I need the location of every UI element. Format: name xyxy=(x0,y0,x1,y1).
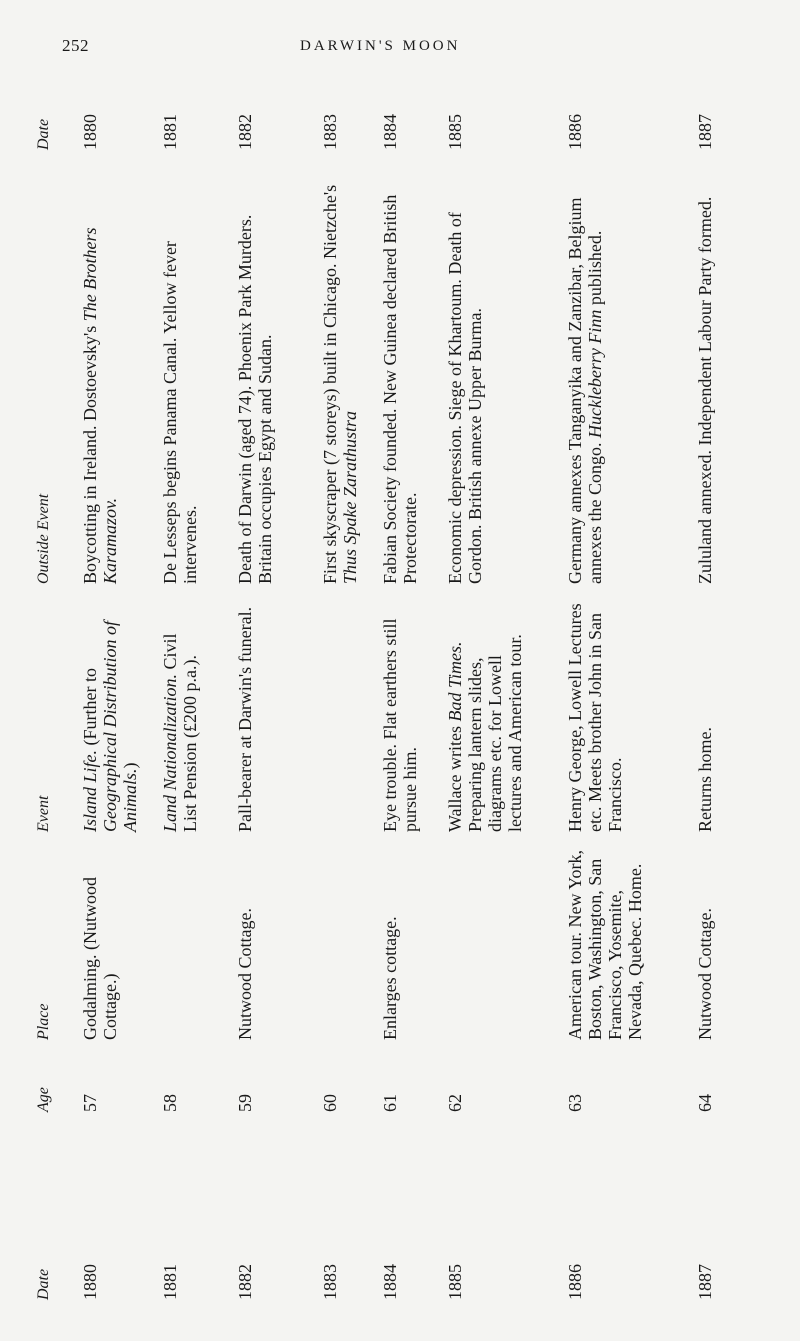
row-outside-event xyxy=(695,180,715,584)
row-place: Enlarges cottage. xyxy=(380,916,400,1040)
row-date: 1881 xyxy=(160,1264,180,1300)
row-date: 1883 xyxy=(320,1264,340,1300)
header-age: Age xyxy=(35,1087,52,1112)
row-outside-event xyxy=(160,180,200,584)
row-outside-event xyxy=(80,180,120,584)
row-date-right: 1887 xyxy=(695,114,715,150)
row-date-right: 1886 xyxy=(565,114,585,150)
row-event xyxy=(565,602,625,832)
outside-text: Boycotting in Ireland. Dostoevsky's xyxy=(80,321,100,584)
event-text: Henry George, Lowell Lectures etc. Meets brother John in San Francisco. xyxy=(565,603,625,832)
outside-title: Huckleberry Finn xyxy=(585,309,605,439)
row-outside-event xyxy=(380,180,420,584)
event-text: Returns home. xyxy=(695,727,715,832)
row-outside-event xyxy=(565,180,605,584)
header-outside-event: Outside Event xyxy=(35,493,52,584)
row-age: 60 xyxy=(320,1094,340,1112)
row-outside-event xyxy=(235,180,275,584)
outside-text: Zululand annexed. Independent Labour Party formed. xyxy=(695,196,715,584)
row-outside-event xyxy=(445,180,485,584)
row-event xyxy=(695,602,715,832)
chronology-table xyxy=(30,50,770,1300)
row-date: 1886 xyxy=(565,1264,585,1300)
row-age: 63 xyxy=(565,1094,585,1112)
row-date-right: 1885 xyxy=(445,114,465,150)
row-age: 64 xyxy=(695,1094,715,1112)
outside-title: The Brothers Karamazov. xyxy=(80,227,120,584)
row-date: 1882 xyxy=(235,1264,255,1300)
row-date: 1887 xyxy=(695,1264,715,1300)
event-tail: ) xyxy=(120,762,140,769)
outside-text: First skyscraper (7 storeys) built in Chicago. Nietzche's xyxy=(320,184,340,584)
row-age: 62 xyxy=(445,1094,465,1112)
header-date-right: Date xyxy=(35,118,52,150)
row-outside-event xyxy=(320,180,360,584)
row-date-right: 1882 xyxy=(235,114,255,150)
header-place: Place xyxy=(35,1003,52,1040)
row-age: 61 xyxy=(380,1094,400,1112)
event-title-2: Geographical Distribution of Animals. xyxy=(100,621,140,832)
row-event xyxy=(160,602,200,832)
row-date-right: 1884 xyxy=(380,114,400,150)
event-text: Eye trouble. Flat earthers still pursue him. xyxy=(380,618,420,832)
outside-title: Thus Spake Zarathustra xyxy=(340,410,360,584)
outside-tail: published. xyxy=(585,230,605,310)
header-date: Date xyxy=(35,1268,52,1300)
outside-text: De Lesseps begins Panama Canal. Yellow fever intervenes. xyxy=(160,241,200,584)
row-age: 58 xyxy=(160,1094,180,1112)
event-text: Pall-bearer at Darwin's funeral. xyxy=(235,606,255,832)
row-place: Nutwood Cottage. xyxy=(235,908,255,1040)
row-date-right: 1883 xyxy=(320,114,340,150)
event-text: (Further to xyxy=(80,668,100,750)
row-event xyxy=(380,602,420,832)
running-head: DARWIN'S MOON xyxy=(300,38,461,54)
event-title-2: Bad Times. xyxy=(445,641,465,722)
row-age: 59 xyxy=(235,1094,255,1112)
row-event xyxy=(80,602,140,832)
row-place: Godalming. (Nutwood Cottage.) xyxy=(80,877,120,1040)
row-place: Nutwood Cottage. xyxy=(695,908,715,1040)
row-event xyxy=(235,602,255,832)
event-title: Island Life. xyxy=(80,749,100,832)
page-number: 252 xyxy=(62,36,89,55)
row-age: 57 xyxy=(80,1094,100,1112)
chronology-table-rotated xyxy=(30,50,770,1300)
outside-text: Death of Darwin (aged 74). Phoenix Park Murders. Britain occupies Egypt and Sudan. xyxy=(235,214,275,584)
header-event: Event xyxy=(35,795,52,832)
outside-text: Germany annexes Tanganyika and Zanzibar, Belgium annexes the Congo. xyxy=(565,197,605,584)
row-date: 1884 xyxy=(380,1264,400,1300)
event-text: Wallace writes xyxy=(445,721,465,832)
event-title: Land Nationalization. xyxy=(160,673,180,832)
row-date-right: 1881 xyxy=(160,114,180,150)
row-place: American tour. New York, Boston, Washington, San Francisco, Yosemite, Nevada, Quebec. Home. xyxy=(565,850,645,1040)
event-tail: Preparing lantern slides, diagrams etc. for Lowell lectures and American tour. xyxy=(465,634,525,832)
outside-text: Economic depression. Siege of Khartoum. Death of Gordon. British annexe Upper Burma. xyxy=(445,212,485,584)
row-date: 1880 xyxy=(80,1264,100,1300)
row-event xyxy=(445,602,525,832)
outside-text: Fabian Society founded. New Guinea declared British Protectorate. xyxy=(380,194,420,584)
row-date: 1885 xyxy=(445,1264,465,1300)
row-date-right: 1880 xyxy=(80,114,100,150)
event-text: Civil List Pension (£200 p.a.). xyxy=(160,633,200,832)
